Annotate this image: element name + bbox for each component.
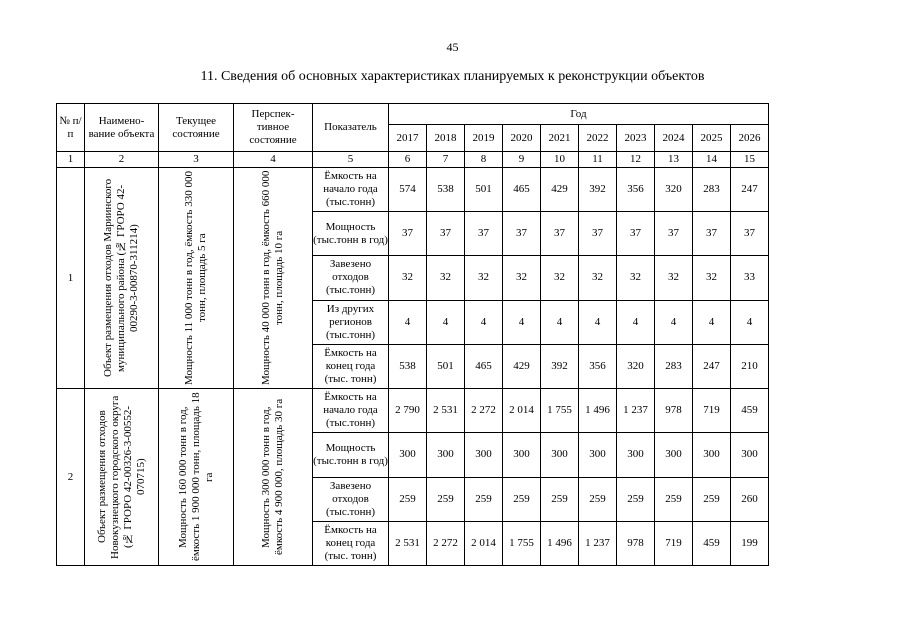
value-cell: 32 [541, 256, 579, 300]
value-cell: 300 [693, 433, 731, 477]
value-cell: 300 [427, 433, 465, 477]
value-cell: 37 [617, 212, 655, 256]
value-cell: 719 [693, 389, 731, 433]
perspective-state: Мощность 300 000 тонн в год, ёмкость 4 900 000, площадь 30 га [260, 398, 285, 556]
indicator: Ёмкость на конец года (тыс. тонн) [313, 521, 389, 565]
value-cell: 283 [693, 168, 731, 212]
value-cell: 259 [655, 477, 693, 521]
column-number: 10 [541, 152, 579, 168]
indicator: Ёмкость на конец года (тыс. тонн) [313, 344, 389, 388]
value-cell: 4 [617, 300, 655, 344]
value-cell: 2 272 [427, 521, 465, 565]
table-row [57, 389, 769, 433]
value-cell: 37 [541, 212, 579, 256]
value-cell: 574 [389, 168, 427, 212]
value-cell: 300 [541, 433, 579, 477]
value-cell: 247 [731, 168, 769, 212]
value-cell: 210 [731, 344, 769, 388]
document-title: 11. Сведения об основных характеристиках планируемых к реконструкции объектов [200, 69, 705, 84]
perspective-state-cell [234, 168, 313, 389]
year-cell: 2020 [503, 125, 541, 152]
value-cell: 4 [655, 300, 693, 344]
value-cell: 978 [617, 521, 655, 565]
year-cell: 2019 [465, 125, 503, 152]
header-num: № п/п [57, 104, 85, 152]
objects-table [56, 103, 769, 566]
value-cell: 37 [731, 212, 769, 256]
column-number: 6 [389, 152, 427, 168]
value-cell: 392 [541, 344, 579, 388]
year-cell: 2017 [389, 125, 427, 152]
value-cell: 32 [579, 256, 617, 300]
value-cell: 320 [655, 168, 693, 212]
value-cell: 32 [655, 256, 693, 300]
value-cell: 259 [427, 477, 465, 521]
indicator: Завезено отходов (тыс.тонн) [313, 477, 389, 521]
value-cell: 300 [503, 433, 541, 477]
object-number: 1 [57, 168, 85, 389]
header-year: Год [389, 104, 769, 125]
value-cell: 32 [617, 256, 655, 300]
current-state-cell [159, 168, 234, 389]
value-cell: 1 496 [541, 521, 579, 565]
value-cell: 283 [655, 344, 693, 388]
indicator: Ёмкость на начало года (тыс.тонн) [313, 168, 389, 212]
value-cell: 4 [465, 300, 503, 344]
value-cell: 2 014 [465, 521, 503, 565]
value-cell: 37 [693, 212, 731, 256]
value-cell: 1 755 [503, 521, 541, 565]
indicator: Ёмкость на начало года (тыс.тонн) [313, 389, 389, 433]
column-number: 7 [427, 152, 465, 168]
object-name-cell [85, 168, 159, 389]
column-numbers-row [57, 152, 769, 168]
table-row [57, 168, 769, 212]
object-name-cell [85, 389, 159, 566]
value-cell: 37 [427, 212, 465, 256]
value-cell: 300 [655, 433, 693, 477]
value-cell: 37 [503, 212, 541, 256]
column-number: 1 [57, 152, 85, 168]
value-cell: 719 [655, 521, 693, 565]
value-cell: 4 [693, 300, 731, 344]
value-cell: 32 [693, 256, 731, 300]
value-cell: 300 [465, 433, 503, 477]
value-cell: 2 014 [503, 389, 541, 433]
value-cell: 320 [617, 344, 655, 388]
value-cell: 429 [541, 168, 579, 212]
perspective-state: Мощность 40 000 тонн в год, ёмкость 660 000 тонн, площадь 10 га [260, 170, 285, 386]
object-name: Объект размещения отходов Новокузнецкого городского округа (№ ГРОРО 42-00326-3-00552-070715) [95, 395, 147, 559]
header-name: Наимено- вание объекта [85, 104, 159, 152]
header-current: Текущее состояние [159, 104, 234, 152]
value-cell: 259 [465, 477, 503, 521]
value-cell: 978 [655, 389, 693, 433]
value-cell: 300 [731, 433, 769, 477]
value-cell: 4 [427, 300, 465, 344]
current-state: Мощность 11 000 тонн в год, ёмкость 330 000 тонн, площадь 5 га [183, 171, 208, 385]
value-cell: 538 [427, 168, 465, 212]
value-cell: 259 [617, 477, 655, 521]
value-cell: 392 [579, 168, 617, 212]
value-cell: 300 [617, 433, 655, 477]
object-name: Объект размещения отходов Мариинского муниципального района (№ ГРОРО 42-00290-3-00870-311214) [102, 178, 140, 378]
value-cell: 2 790 [389, 389, 427, 433]
value-cell: 37 [389, 212, 427, 256]
value-cell: 1 237 [617, 389, 655, 433]
value-cell: 459 [693, 521, 731, 565]
value-cell: 1 496 [579, 389, 617, 433]
value-cell: 32 [503, 256, 541, 300]
value-cell: 247 [693, 344, 731, 388]
indicator: Из других регионов (тыс.тонн) [313, 300, 389, 344]
value-cell: 459 [731, 389, 769, 433]
column-number: 3 [159, 152, 234, 168]
value-cell: 4 [503, 300, 541, 344]
year-cell: 2023 [617, 125, 655, 152]
value-cell: 33 [731, 256, 769, 300]
value-cell: 259 [693, 477, 731, 521]
value-cell: 4 [579, 300, 617, 344]
value-cell: 259 [389, 477, 427, 521]
value-cell: 4 [731, 300, 769, 344]
value-cell: 2 272 [465, 389, 503, 433]
value-cell: 32 [389, 256, 427, 300]
column-number: 5 [313, 152, 389, 168]
value-cell: 4 [541, 300, 579, 344]
page-number: 45 [446, 40, 459, 54]
column-number: 4 [234, 152, 313, 168]
year-cell: 2022 [579, 125, 617, 152]
year-cell: 2021 [541, 125, 579, 152]
value-cell: 465 [465, 344, 503, 388]
value-cell: 37 [579, 212, 617, 256]
column-number: 9 [503, 152, 541, 168]
perspective-state-cell [234, 389, 313, 566]
column-number: 2 [85, 152, 159, 168]
year-cell: 2025 [693, 125, 731, 152]
value-cell: 2 531 [427, 389, 465, 433]
indicator: Мощность (тыс.тонн в год) [313, 212, 389, 256]
value-cell: 538 [389, 344, 427, 388]
value-cell: 356 [579, 344, 617, 388]
value-cell: 37 [465, 212, 503, 256]
value-cell: 501 [427, 344, 465, 388]
header-perspective: Перспек- тивное состояние [234, 104, 313, 152]
value-cell: 1 237 [579, 521, 617, 565]
value-cell: 300 [389, 433, 427, 477]
column-number: 12 [617, 152, 655, 168]
value-cell: 260 [731, 477, 769, 521]
current-state: Мощность 160 000 тонн в год, ёмкость 1 900 000 тонн, площадь 18 га [176, 392, 215, 562]
header-indicator: Показатель [313, 104, 389, 152]
column-number: 13 [655, 152, 693, 168]
value-cell: 2 531 [389, 521, 427, 565]
value-cell: 1 755 [541, 389, 579, 433]
value-cell: 259 [541, 477, 579, 521]
value-cell: 356 [617, 168, 655, 212]
object-number: 2 [57, 389, 85, 566]
year-cell: 2018 [427, 125, 465, 152]
value-cell: 300 [579, 433, 617, 477]
year-cell: 2024 [655, 125, 693, 152]
value-cell: 199 [731, 521, 769, 565]
value-cell: 4 [389, 300, 427, 344]
value-cell: 259 [579, 477, 617, 521]
column-number: 15 [731, 152, 769, 168]
column-number: 14 [693, 152, 731, 168]
value-cell: 37 [655, 212, 693, 256]
value-cell: 259 [503, 477, 541, 521]
value-cell: 501 [465, 168, 503, 212]
column-number: 11 [579, 152, 617, 168]
indicator: Мощность (тыс.тонн в год) [313, 433, 389, 477]
value-cell: 429 [503, 344, 541, 388]
year-cell: 2026 [731, 125, 769, 152]
column-number: 8 [465, 152, 503, 168]
value-cell: 32 [427, 256, 465, 300]
indicator: Завезено отходов (тыс.тонн) [313, 256, 389, 300]
current-state-cell [159, 389, 234, 566]
value-cell: 465 [503, 168, 541, 212]
value-cell: 32 [465, 256, 503, 300]
